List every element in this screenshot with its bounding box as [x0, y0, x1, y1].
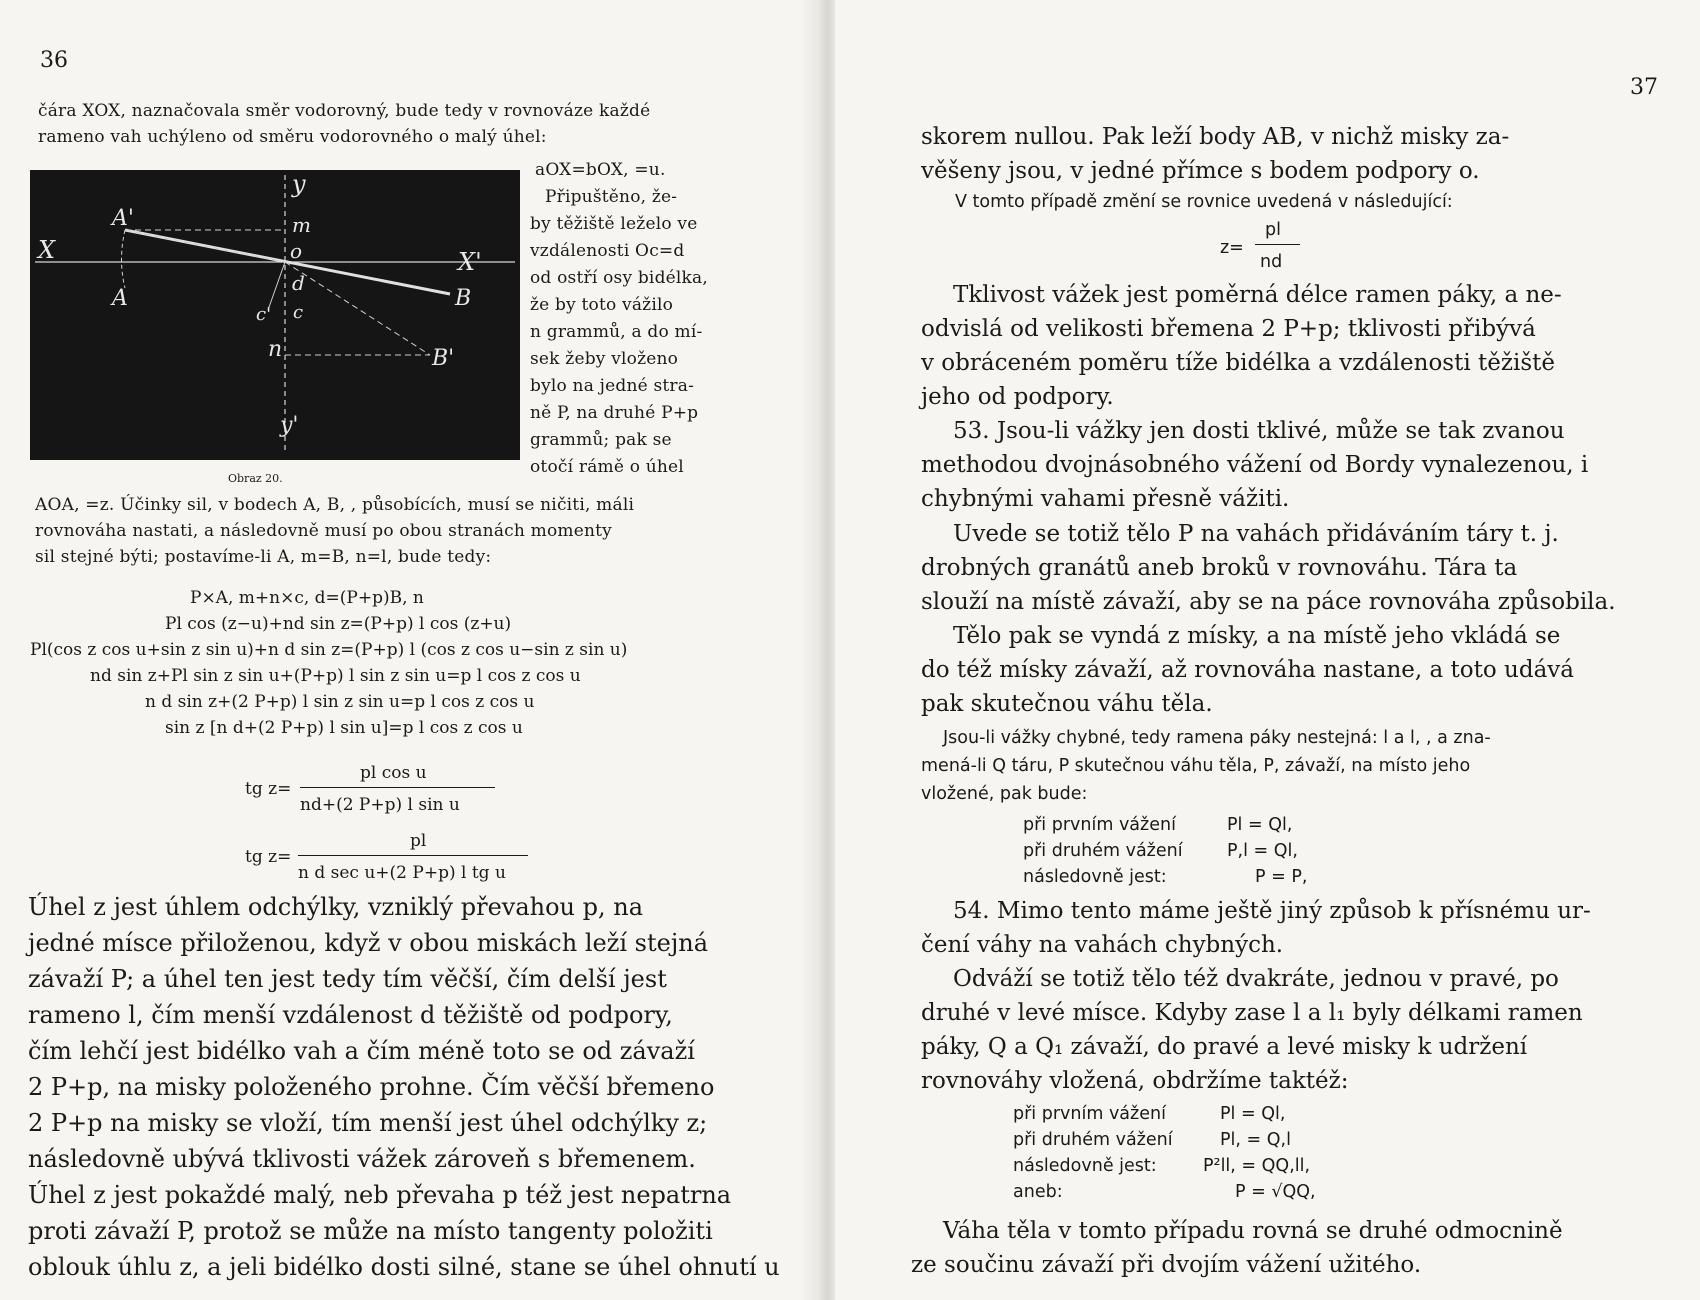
fraction-prefix: z= — [1220, 238, 1244, 258]
text-line: sek žeby vloženo — [530, 349, 679, 369]
fraction-numerator: pl — [410, 831, 427, 851]
label-y: y — [292, 170, 306, 198]
label-y-prime: y' — [280, 413, 299, 438]
equation-label: při druhém vážení — [1013, 1130, 1173, 1150]
label-d: d — [292, 271, 305, 295]
text-line: čára XOX, naznačovala směr vodorovný, bude tedy v rovnováze každé — [38, 101, 651, 121]
body-line: v obráceném poměru tíže bidélka a vzdálenosti těžiště — [921, 350, 1555, 376]
body-line: drobných granátů aneb broků v rovnováhu. Tára ta — [921, 555, 1518, 581]
body-line: druhé v levé mísce. Kdyby zase l a l₁ byly délkami ramen — [921, 1000, 1583, 1026]
fraction-numerator: pl — [1265, 220, 1281, 240]
body-line: páky, Q a Q₁ závaží, do pravé a levé misky k udržení — [921, 1034, 1528, 1060]
equation-label: při druhém vážení — [1023, 841, 1183, 861]
equation-expr: Pl = Ql, — [1220, 1104, 1286, 1124]
text-line: věšeny jsou, v jedné přímce s bodem podpory o. — [921, 158, 1480, 184]
equation: n d sin z+(2 P+p) l sin z sin u=p l cos z cos u — [145, 692, 535, 712]
body-line: 2 P+p na misky se vloží, tím menší jest úhel odchýlky z; — [28, 1109, 708, 1137]
text-line: rameno vah uchýleno od směru vodorovného o malý úhel: — [38, 127, 547, 147]
body-line: ze součinu závaží při dvojím vážení užitého. — [911, 1252, 1422, 1278]
text-line: Připuštěno, že- — [545, 187, 678, 207]
body-line: proti závaží P, protož se může na místo tangenty položiti — [28, 1217, 713, 1245]
body-line: čím lehčí jest bidélko vah a čím méně toto se od závaží — [28, 1037, 695, 1065]
label-A: A — [112, 286, 128, 311]
equation-expr: P = √QQ, — [1235, 1182, 1316, 1202]
page-number: 37 — [1630, 75, 1658, 100]
body-line: Uvede se totiž tělo P na vahách přidáváním táry t. j. — [953, 521, 1559, 547]
label-o: o — [290, 239, 303, 263]
body-line: Tělo pak se vyndá z mísky, a na místě jeho vkládá se — [953, 623, 1561, 649]
text-line: by těžiště leželo ve — [530, 214, 698, 234]
label-A-prime: A' — [112, 206, 134, 231]
body-line: 54. Mimo tento máme ještě jiný způsob k přísnému ur- — [953, 898, 1591, 924]
body-line: Úhel z jest úhlem odchýlky, vzniklý převahou p, na — [28, 893, 644, 921]
body-line: Váha těla v tomto případu rovná se druhé odmocnině — [943, 1218, 1563, 1244]
small-line: Jsou-li vážky chybné, tedy ramena páky nestejná: l a l, , a zna- — [943, 728, 1491, 748]
body-line: Odváží se totiž tělo též dvakráte, jednou v pravé, po — [953, 966, 1559, 992]
text-line: že by toto vážilo — [530, 295, 674, 315]
right-page — [835, 0, 1700, 1300]
body-line: závaží P; a úhel ten jest tedy tím věčší, čím delší jest — [28, 965, 667, 993]
equation: Pl(cos z cos u+sin z sin u)+n d sin z=(P+p) l (cos z cos u−sin z sin u) — [30, 640, 628, 660]
text-line: sil stejné býti; postavíme-li A, m=B, n=l, bude tedy: — [35, 547, 492, 567]
equation-expr: P,l = Ql, — [1227, 841, 1298, 861]
equation: sin z [n d+(2 P+p) l sin u]=p l cos z cos u — [165, 718, 523, 738]
equation-expr: Pl = Ql, — [1227, 815, 1293, 835]
fraction-prefix: tg z= — [245, 847, 292, 867]
body-line: odvislá od velikosti břemena 2 P+p; tklivosti přibývá — [921, 316, 1536, 342]
text-line: grammů; pak se — [530, 430, 672, 450]
equation-label: při prvním vážení — [1013, 1104, 1166, 1124]
small-line: vložené, pak bude: — [921, 784, 1088, 804]
label-B: B — [455, 286, 472, 311]
body-line: do též mísky závaží, až rovnováha nastane, a toto udává — [921, 657, 1574, 683]
page-number: 36 — [40, 48, 68, 73]
body-line: rovnováhy vložená, obdržíme taktéž: — [921, 1068, 1349, 1094]
fraction-prefix: tg z= — [245, 779, 292, 799]
fraction-numerator: pl cos u — [360, 763, 427, 783]
label-B-prime: B' — [432, 346, 455, 371]
figure-caption: Obraz 20. — [228, 472, 283, 485]
equation-label: aneb: — [1013, 1182, 1063, 1202]
text-line: rovnováha nastati, a následovně musí po obou stranách momenty — [35, 521, 612, 541]
body-line: chybnými vahami přesně vážiti. — [921, 486, 1290, 512]
text-line: aOX=bOX, =u. — [535, 160, 666, 180]
fraction-denominator: nd — [1260, 252, 1283, 272]
body-line: jedné mísce přiloženou, když v obou miskách leží stejná — [28, 929, 709, 957]
equation-expr: P = P, — [1255, 867, 1308, 887]
text-line: n grammů, a do mí- — [530, 322, 703, 342]
label-m: m — [292, 213, 311, 237]
balance-diagram — [30, 170, 520, 460]
body-line: methodou dvojnásobného vážení od Bordy vynalezenou, i — [921, 452, 1589, 478]
label-X: X — [38, 236, 56, 264]
label-c-prime: c' — [256, 304, 272, 325]
body-line: následovně ubývá tklivosti vážek zároveň s břemenem. — [28, 1145, 696, 1173]
text-line: otočí rámě o úhel — [530, 457, 684, 477]
equation: nd sin z+Pl sin z sin u+(P+p) l sin z sin u=p l cos z cos u — [90, 666, 581, 686]
text-line: skorem nullou. Pak leží body AB, v nichž misky za- — [921, 124, 1510, 150]
small-line: mená-li Q táru, P skutečnou váhu těla, P, závaží, na místo jeho — [921, 756, 1471, 776]
equation: Pl cos (z−u)+nd sin z=(P+p) l cos (z+u) — [165, 614, 512, 634]
equation-label: následovně jest: — [1013, 1156, 1157, 1176]
label-X-prime: X' — [458, 248, 482, 276]
body-line: rameno l, čím menší vzdálenost d těžiště od podpory, — [28, 1001, 673, 1029]
label-c: c — [293, 302, 304, 323]
arc — [122, 230, 126, 288]
fraction-bar — [298, 855, 528, 856]
text-line: bylo na jedné stra- — [530, 376, 695, 396]
fraction-bar — [300, 787, 495, 788]
equation-label: při prvním vážení — [1023, 815, 1176, 835]
equation: P×A, m+n×c, d=(P+p)B, n — [190, 588, 424, 608]
body-line: Tklivost vážek jest poměrná délce ramen páky, a ne- — [953, 282, 1562, 308]
body-line: jeho od podpory. — [921, 384, 1114, 410]
text-line: od ostří osy bidélka, — [530, 268, 708, 288]
body-line: čení váhy na vahách chybných. — [921, 932, 1284, 958]
label-n: n — [268, 337, 283, 362]
balance-figure — [30, 170, 520, 460]
body-line: 2 P+p, na misky položeného prohne. Čím věčší břemeno — [28, 1073, 715, 1101]
body-line: oblouk úhlu z, a jeli bidélko dosti silné, stane se úhel ohnutí u — [28, 1253, 780, 1281]
text-line: V tomto případě změní se rovnice uvedená v následující: — [955, 192, 1453, 212]
text-line: AOA, =z. Účinky sil, v bodech A, B, , působících, musí se ničiti, máli — [35, 495, 635, 515]
left-page — [0, 0, 820, 1300]
text-line: ně P, na druhé P+p — [530, 403, 699, 423]
body-line: Úhel z jest pokaždé malý, neb převaha p též jest nepatrna — [28, 1181, 732, 1209]
body-line: 53. Jsou-li vážky jen dosti tklivé, může se tak zvanou — [953, 418, 1565, 444]
fraction-denominator: nd+(2 P+p) l sin u — [300, 795, 460, 815]
fraction-bar — [1255, 244, 1300, 245]
text-line: vzdálenosti Oc=d — [530, 241, 685, 261]
body-line: pak skutečnou váhu těla. — [921, 691, 1213, 717]
equation-label: následovně jest: — [1023, 867, 1167, 887]
body-line: slouží na místě závaží, aby se na páce rovnováha způsobila. — [921, 589, 1616, 615]
equation-expr: Pl, = Q,l — [1220, 1130, 1291, 1150]
fraction-denominator: n d sec u+(2 P+p) l tg u — [298, 863, 506, 883]
equation-expr: P²ll, = QQ,ll, — [1203, 1156, 1311, 1176]
offset-line — [268, 262, 285, 310]
